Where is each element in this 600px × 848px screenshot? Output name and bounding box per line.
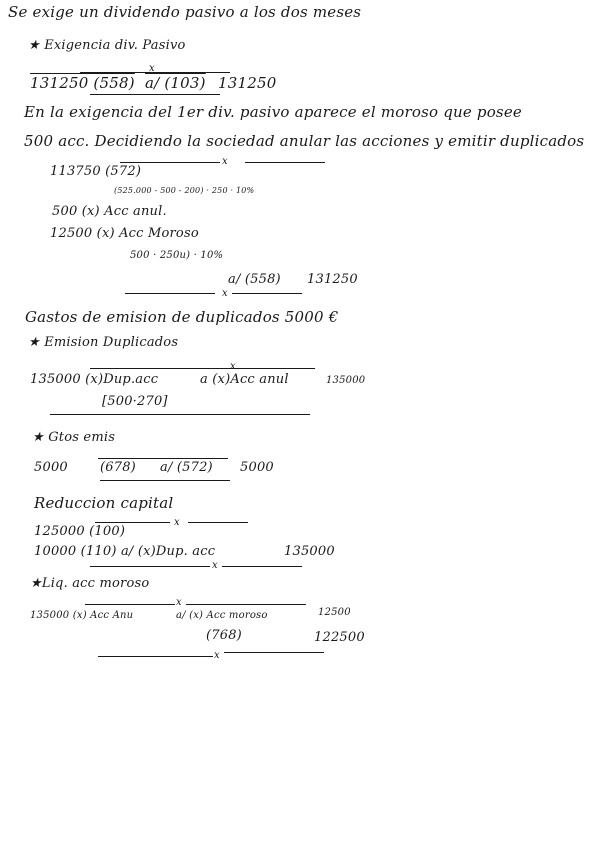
entry2-credit: a/ (558) — [228, 272, 281, 287]
entry5-divider-mark: x — [174, 517, 180, 528]
entry2-debit-amount: 113750 (572) — [50, 164, 142, 179]
entry2-top-line-left — [120, 162, 220, 163]
entry4-credit: a/ (572) — [160, 460, 213, 475]
entry6-account: (768) — [206, 628, 242, 643]
entry3-amount: 135000 — [326, 375, 366, 386]
entry3-top-line — [90, 368, 315, 369]
entry5-bottom-mark: x — [212, 560, 218, 571]
entry3-title-text: Emision Duplicados — [44, 335, 179, 350]
entry2-line-a: 500 (x) Acc anul. — [52, 204, 167, 219]
paragraph-line-2: 500 acc. Decidiendo la sociedad anular las acciones y emitir duplicados — [24, 132, 585, 150]
entry6-top-line-left — [85, 604, 175, 605]
entry1-bottom-line — [90, 94, 220, 95]
entry2-bottom-mark: x — [222, 288, 228, 299]
entry4-bottom-line — [100, 480, 230, 481]
entry1-title-text: Exigencia div. Pasivo — [44, 38, 186, 53]
entry6-debit: 135000 (x) Acc Anu — [30, 610, 134, 621]
bullet-star-icon: ★ — [28, 335, 45, 350]
bullet-star-icon: ★ — [28, 38, 45, 53]
entry4-amount1: 5000 — [34, 460, 68, 475]
entry5-title: Reduccion capital — [34, 494, 174, 512]
entry6-top-line-right — [186, 604, 306, 605]
entry3-debit: 135000 (x)Dup.acc — [30, 372, 159, 387]
entry6-title-text: Liq. acc moroso — [41, 576, 150, 591]
entry2-bottom-line-left — [125, 293, 215, 294]
paragraph-line-1: En la exigencia del 1er div. pasivo aparece el moroso que posee — [24, 103, 522, 121]
entry1-credit: a/ (103) — [145, 74, 206, 92]
entry1-title — [28, 38, 186, 53]
entry4-title-text: Gtos emis — [48, 430, 116, 445]
entry6-bottom-mark: x — [214, 650, 220, 661]
page-heading: Se exige un dividendo pasivo a los dos meses — [8, 3, 362, 21]
entry3-note: [500·270] — [102, 394, 168, 409]
entry2-line-b: 12500 (x) Acc Moroso — [50, 226, 199, 241]
entry6-bottom-line-left — [98, 656, 213, 657]
bullet-star-icon: ★ — [30, 576, 42, 591]
gastos-heading: Gastos de emision de duplicados 5000 € — [25, 308, 339, 326]
entry6-amount1: 12500 — [318, 607, 351, 618]
bullet-star-icon: ★ — [32, 430, 49, 445]
entry3-title — [28, 335, 178, 350]
entry1-debit: 131250 (558) — [30, 74, 135, 92]
entry1-divider-mark: x — [149, 63, 155, 74]
entry6-title — [30, 576, 149, 591]
entry3-credit: a (x)Acc anul — [200, 372, 289, 387]
entry5-amount: 135000 — [284, 544, 335, 559]
entry2-credit-amount: 131250 — [307, 272, 358, 287]
entry2-bottom-line-right — [232, 293, 302, 294]
entry1-top-line — [80, 72, 230, 73]
entry2-line-c: 500 · 250u) · 10% — [130, 250, 224, 261]
entry5-top-line-left — [95, 522, 170, 523]
entry6-divider-mark: x — [176, 597, 182, 608]
entry5-line2: 10000 (110) a/ (x)Dup. acc — [34, 544, 216, 559]
entry6-amount2: 122500 — [314, 630, 365, 645]
entry4-amount2: 5000 — [240, 460, 274, 475]
entry5-line1: 125000 (100) — [34, 524, 126, 539]
entry5-bottom-line-left — [90, 566, 210, 567]
entry5-bottom-line-right — [222, 566, 302, 567]
entry3-divider-mark: x — [230, 361, 236, 372]
entry2-divider-mark: x — [222, 156, 228, 167]
entry6-bottom-line-right — [224, 652, 324, 653]
entry1-amount: 131250 — [218, 74, 277, 92]
entry5-top-line-right — [188, 522, 248, 523]
entry6-credit: a/ (x) Acc moroso — [176, 610, 268, 621]
entry4-top-line — [98, 458, 228, 459]
entry4-title — [32, 430, 115, 445]
entry2-calc: (525.000 - 500 - 200) · 250 · 10% — [114, 186, 255, 195]
entry3-bottom-line — [50, 414, 310, 415]
entry4-debit: (678) — [100, 460, 136, 475]
entry2-top-line-right — [245, 162, 325, 163]
